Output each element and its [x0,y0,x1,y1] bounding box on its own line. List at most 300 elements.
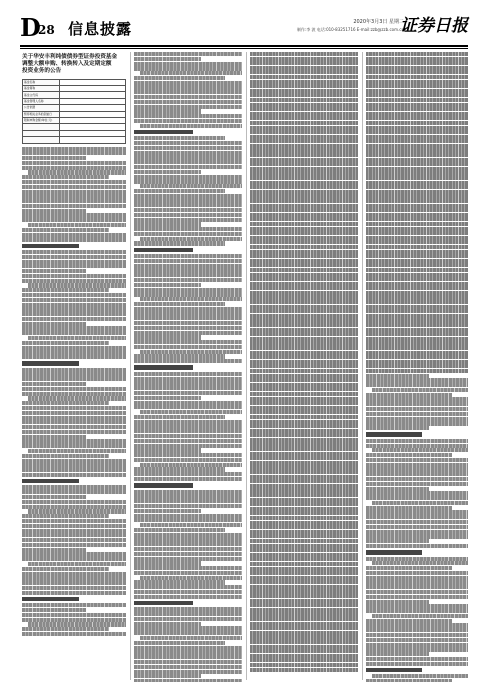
text-line [134,203,242,207]
text-line [134,165,242,169]
text-line [250,663,358,667]
text-line [22,264,126,268]
text-line [250,148,358,152]
text-line [366,412,468,416]
text-line [366,217,468,221]
text-line [134,552,242,556]
text-line [28,170,126,174]
text-line [134,674,201,678]
text-line [250,355,358,359]
text-line [22,435,86,439]
text-line [134,458,242,462]
section-letter: D [20,13,41,42]
text-line [366,652,429,656]
text-line [134,141,242,145]
table-cell-key [23,137,60,143]
text-line [134,660,242,664]
text-line [250,167,358,171]
article-body [22,147,126,637]
text-line [366,190,468,194]
text-line [140,410,242,414]
text-line [134,444,242,448]
text-line [366,539,429,543]
text-line [250,158,358,162]
text-line [134,429,242,433]
text-line [250,608,358,612]
text-line [134,85,242,89]
text-line [134,650,242,654]
text-line [22,618,126,622]
text-line [250,194,358,198]
text-line [366,472,468,476]
text-line [250,171,358,175]
text-line [134,57,201,61]
text-line [366,402,468,406]
text-line [250,479,358,483]
text-line [22,425,126,429]
table-cell-key: 公告依据 [23,105,60,111]
text-line [250,594,358,598]
text-line [250,392,358,396]
fund-info-table [22,79,126,144]
text-line [366,534,468,538]
text-line [134,372,242,376]
text-line [22,543,126,547]
text-line [250,204,358,208]
newspaper-logo: 证券日报 [400,16,468,36]
text-line [250,185,358,189]
text-line [134,631,242,635]
text-line [250,668,358,672]
text-line [134,232,242,236]
text-line [366,378,468,382]
text-line [140,184,242,188]
text-line [250,493,358,497]
text-line [134,354,225,358]
text-line [366,482,468,486]
text-line [22,533,126,537]
column-2 [134,52,242,682]
text-line [250,442,358,446]
text-line [366,341,468,345]
text-line [134,386,242,390]
section-title: 信息披露 [68,20,133,38]
text-line [366,525,468,529]
text-line [366,571,468,575]
text-line [22,255,126,259]
text-line [366,222,468,226]
masthead [20,14,468,44]
text-line [134,175,242,179]
subheading-line [366,550,422,554]
text-line [366,444,468,448]
text-line [250,70,358,74]
text-line [250,507,358,511]
text-line [250,254,358,258]
text-line [22,377,126,381]
text-line [22,190,126,194]
text-line [134,679,242,682]
text-line [366,510,468,514]
text-line [250,645,358,649]
text-line [366,355,468,359]
text-line [250,305,358,309]
text-line [22,468,126,472]
text-line [22,288,109,292]
text-line [250,57,358,61]
text-line [250,116,358,120]
text-line [366,93,468,97]
subheading-line [22,361,79,365]
text-line [140,636,242,640]
text-line [22,209,86,213]
text-line [366,453,452,457]
text-line [250,176,358,180]
text-line [366,263,468,267]
text-line [366,332,468,336]
text-line [22,406,126,410]
text-line [250,534,358,538]
text-line [250,525,358,529]
text-line [134,311,242,315]
article-title-line: 关于华安丰利纯债债券型证券投资基金 [22,54,118,60]
text-line [250,364,358,368]
text-line [134,151,242,155]
text-line [366,268,468,272]
text-line [366,139,468,143]
text-line [22,420,126,424]
text-line [134,179,242,183]
text-line [250,438,358,442]
text-line [366,286,468,290]
text-line [366,487,429,491]
text-line [134,415,225,419]
text-line [366,369,468,373]
text-line [250,640,358,644]
text-line [366,282,468,286]
text-line [366,305,468,309]
text-line [134,345,242,349]
text-line [250,277,358,281]
text-line [250,291,358,295]
text-line [366,273,468,277]
text-line [134,146,242,150]
text-line [134,114,242,118]
text-line [366,647,468,651]
text-line [250,589,358,593]
text-line [134,467,225,471]
text-line [250,52,358,56]
text-line [366,458,468,462]
text-line [134,571,242,575]
text-line [250,530,358,534]
text-line [134,670,242,674]
text-line [250,89,358,93]
text-line [134,278,242,282]
issue-date: 2020年3月3日 星期二 [353,19,404,25]
text-line [366,162,468,166]
text-line [134,547,242,551]
article-title-line: 投资业务的公告 [22,68,62,75]
text-line [366,277,468,281]
text-line [366,496,468,500]
text-line [22,490,126,494]
text-line [22,303,126,307]
subheading-line [134,130,193,134]
text-line [366,557,468,561]
text-line [366,121,468,125]
text-line [134,264,242,268]
text-line [134,533,242,537]
table-cell-key: 基金管理人名称 [23,98,60,104]
text-line [22,298,126,302]
text-line [22,459,126,463]
text-line [250,332,358,336]
text-line [250,135,358,139]
text-line [366,75,468,79]
text-line [366,407,468,411]
text-line [134,509,201,513]
text-line [140,71,242,75]
table-row [23,137,126,143]
text-line [134,62,242,66]
text-line [250,259,358,263]
text-line [22,485,126,489]
subheading-line [366,668,422,672]
text-line [366,623,468,627]
text-line [250,401,358,405]
text-line [134,194,242,198]
text-line [250,622,358,626]
text-line [366,144,468,148]
text-line [250,162,358,166]
text-line [250,397,358,401]
text-line [366,98,468,102]
text-line [366,66,468,70]
text-line [250,539,358,543]
editor-contact: 制作:李 波 电话:010-83251716 E-mail:zzb@zzb.com.cn [296,27,404,32]
text-line [366,185,468,189]
text-line [22,514,109,518]
text-line [134,316,242,320]
text-line [134,424,242,428]
text-line [250,263,358,267]
text-line [134,561,201,565]
text-line [134,90,242,94]
text-line [366,609,468,613]
text-line [134,537,242,541]
text-line [22,608,86,612]
text-line [366,227,468,231]
text-line [134,580,225,584]
text-line [22,632,126,636]
text-line [140,297,242,301]
text-line [22,454,109,458]
text-line [134,514,242,518]
text-line [366,439,468,443]
text-line [22,355,126,359]
text-line [250,567,358,571]
text-line [28,562,126,566]
table-cell-key: 基金简称 [23,86,60,92]
text-line [22,627,109,631]
text-line [134,288,242,292]
text-line [250,346,358,350]
text-line [22,204,126,208]
text-line [22,317,126,321]
text-line [250,465,358,469]
text-line [22,218,126,222]
text-line [366,309,468,313]
text-line [250,199,358,203]
text-line [134,273,242,277]
text-line [22,557,126,561]
text-line [22,307,126,311]
text-line [250,378,358,382]
text-line [366,314,468,318]
text-line [134,155,242,159]
text-line [250,222,358,226]
text-line [250,93,358,97]
text-line [250,544,358,548]
text-line [134,472,242,476]
text-line [22,213,126,217]
text-line [134,504,242,508]
text-line [250,374,358,378]
text-line [22,572,126,576]
text-line [22,591,126,595]
text-line [22,524,126,528]
text-line [134,95,242,99]
text-line [250,84,358,88]
text-line [134,665,242,669]
text-line [134,292,242,296]
text-line [366,245,468,249]
text-line [366,167,468,171]
text-line [134,494,242,498]
text-line [366,515,468,519]
text-line [366,57,468,61]
text-line [372,388,468,392]
text-line [134,381,242,385]
text-line [22,382,86,386]
text-line [250,351,358,355]
text-line [250,121,358,125]
text-line [22,576,126,580]
text-line [134,490,242,494]
text-line [134,405,242,409]
text-line [366,662,468,666]
text-line [140,576,242,580]
text-line [134,222,201,226]
text-line [134,81,242,85]
text-line [250,318,358,322]
text-line [366,679,452,682]
text-line [22,156,86,160]
text-line [22,586,126,590]
subheading-line [134,248,193,252]
text-line [134,439,242,443]
text-line [250,328,358,332]
text-line [250,268,358,272]
text-line [366,544,468,548]
column-4 [366,52,468,682]
text-line [134,499,242,503]
text-line [366,254,468,258]
text-line [250,658,358,662]
text-line [250,424,358,428]
text-line [22,473,126,477]
text-line [250,603,358,607]
text-line [366,112,468,116]
text-line [250,475,358,479]
article-title-line: 调整大额申购、转换转入及定期定额 [22,61,112,68]
text-line [140,463,242,467]
text-line [366,600,429,604]
text-line [134,391,242,395]
text-line [22,495,86,499]
text-line [134,434,242,438]
text-line [22,444,126,448]
text-line [134,448,201,452]
text-line [372,501,468,505]
text-line [366,250,468,254]
text-line [366,291,468,295]
text-line [366,628,468,632]
text-line [250,410,358,414]
text-line [366,181,468,185]
text-line [22,161,126,165]
text-line [22,567,109,571]
text-line [250,130,358,134]
subheading-line [22,479,79,483]
text-line [250,617,358,621]
text-line [372,614,468,618]
text-line [366,566,452,570]
text-line [22,175,109,179]
text-line [250,282,358,286]
text-line [250,433,358,437]
text-line [28,509,126,513]
text-line [366,604,468,608]
text-line [366,467,468,471]
text-line [134,641,225,645]
article-title [22,54,126,76]
text-line [134,307,242,311]
text-line [134,105,242,109]
text-line [22,581,126,585]
text-line [250,181,358,185]
text-line [250,139,358,143]
text-line [366,61,468,65]
text-line [22,312,126,316]
text-line [250,461,358,465]
text-line [134,189,225,193]
text-line [140,523,242,527]
text-line [22,392,126,396]
text-line [250,420,358,424]
text-line [366,576,468,580]
text-line [366,374,429,378]
text-line [366,360,468,364]
text-line [366,633,468,637]
text-line [250,250,358,254]
text-line [250,369,358,373]
text-line [366,595,468,599]
text-line [22,500,126,504]
text-line [134,321,242,325]
text-line [22,166,126,170]
